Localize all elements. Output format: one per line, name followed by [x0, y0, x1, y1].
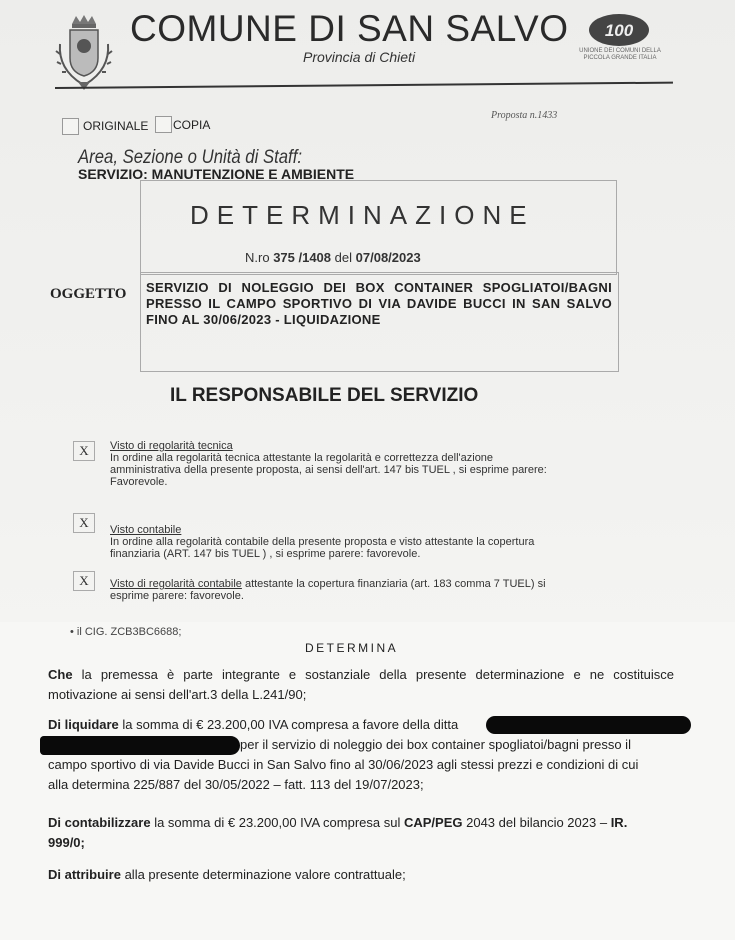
determina-p3 — [48, 813, 674, 853]
visto-tecnica-title: Visto di regolarità tecnica — [110, 440, 233, 452]
visto-regolarita-contabile — [110, 578, 630, 602]
copia-label: COPIA — [173, 118, 211, 132]
p2-bold: Di liquidare — [48, 717, 119, 732]
p3-ir: IR. — [610, 815, 628, 830]
page-subtitle: Provincia di Chieti — [303, 49, 416, 65]
p2-line1: la somma di € 23.200,00 IVA compresa a favore della ditta — [118, 717, 459, 732]
responsabile-heading: IL RESPONSABILE DEL SERVIZIO — [170, 385, 479, 406]
p2-line4: alla determina 225/887 del 30/05/2022 – fatt. 113 del 19/07/2023; — [48, 777, 424, 792]
p4-text: alla presente determinazione valore contrattuale; — [120, 867, 406, 882]
oggetto-text: SERVIZIO DI NOLEGGIO DEI BOX CONTAINER SPOGLIATOI/BAGNI PRESSO IL CAMPO SPORTIVO DI VIA DAVIDE BUCCI IN SAN SALVO FINO AL 30/06/2023 - LIQUIDAZIONE — [146, 280, 612, 327]
visto-contabile-line1: In ordine alla regolarità contabile della presente proposta e visto attestante la copertura — [110, 536, 535, 548]
area-label: Area, Sezione o Unità di Staff: — [78, 147, 303, 168]
p1-text: la premessa è parte integrante e sostanziale della presente determinazione e ne costituisce motivazione ai sensi dell'art.3 della L.241/90; — [48, 667, 674, 702]
servizio-label: SERVIZIO: MANUTENZIONE E AMBIENTE — [78, 166, 355, 182]
visto-tecnica-line2: amministrativa della presente proposta, ai sensi dell'art. 147 bis TUEL , si esprime parere: — [110, 464, 547, 476]
logo-caption: UNIONE DEI COMUNI DELLA PICCOLA GRANDE ITALIA — [579, 48, 661, 61]
proposta-number: Proposta n.1433 — [491, 110, 558, 121]
visto-tecnica-line3: Favorevole. — [110, 476, 168, 488]
determina-heading: DETERMINA — [305, 641, 399, 655]
visto-tecnica-line1: In ordine alla regolarità tecnica attestante la regolarità e correttezza dell'azione — [110, 452, 494, 464]
redaction-bar — [486, 716, 691, 734]
p2-line3: campo sportivo di via Davide Bucci in San Salvo fino al 30/06/2023 agli stessi prezzi e condizioni di cui — [48, 757, 639, 772]
page-title: COMUNE DI SAN SALVO — [130, 8, 569, 49]
redaction-bar — [40, 736, 240, 755]
visto-regolarita-line2: esprime parere: favorevole. — [110, 590, 244, 602]
header-divider — [55, 82, 673, 89]
visto-contabile-line2: finanziaria (ART. 147 bis TUEL ) , si esprime parere: favorevole. — [110, 548, 421, 560]
logo-number: 100 — [604, 21, 634, 40]
originale-label: ORIGINALE — [83, 119, 149, 133]
visto-regolarita-title: Visto di regolarità contabile — [110, 578, 242, 590]
determina-p1 — [48, 665, 674, 705]
oggetto-label: OGGETTO — [50, 286, 127, 302]
visto-regolarita-contabile-checkbox[interactable]: X — [73, 571, 95, 591]
del-label: del — [334, 250, 353, 265]
visto-tecnica-checkbox[interactable]: X — [73, 441, 95, 461]
visto-regolarita-rest: attestante la copertura finanziaria (art. 183 comma 7 TUEL) si — [241, 578, 546, 590]
originale-checkbox[interactable] — [62, 118, 79, 135]
determinazione-title: DETERMINAZIONE — [190, 200, 535, 230]
p3-ir-value: 999/0; — [48, 835, 85, 850]
p3-bold: Di contabilizzare — [48, 815, 151, 830]
nro-label: N.ro — [245, 250, 270, 265]
determinazione-number — [245, 250, 421, 265]
p4-bold: Di attribuire — [48, 867, 121, 882]
visto-contabile — [110, 524, 630, 560]
visto-tecnica — [110, 440, 630, 488]
p3-text-a: la somma di € 23.200,00 IVA compresa sul — [150, 815, 404, 830]
copia-checkbox[interactable] — [155, 116, 172, 133]
determina-p4 — [48, 865, 674, 885]
cig-fragment: • il CIG. ZCB3BC6688; — [70, 626, 182, 638]
det-date-value: 07/08/2023 — [355, 250, 421, 265]
visto-contabile-title: Visto contabile — [110, 524, 182, 536]
det-number-value: 375 /1408 — [273, 250, 332, 265]
logo-icon — [588, 12, 650, 48]
p2-line2: per il servizio di noleggio dei box container spogliatoi/bagni presso il — [240, 737, 631, 752]
p1-bold: Che — [48, 667, 73, 682]
visto-contabile-checkbox[interactable]: X — [73, 513, 95, 533]
coat-of-arms-icon — [52, 14, 116, 94]
p3-cap: CAP/PEG — [403, 815, 463, 830]
p3-text-b: 2043 del bilancio 2023 – — [462, 815, 611, 830]
